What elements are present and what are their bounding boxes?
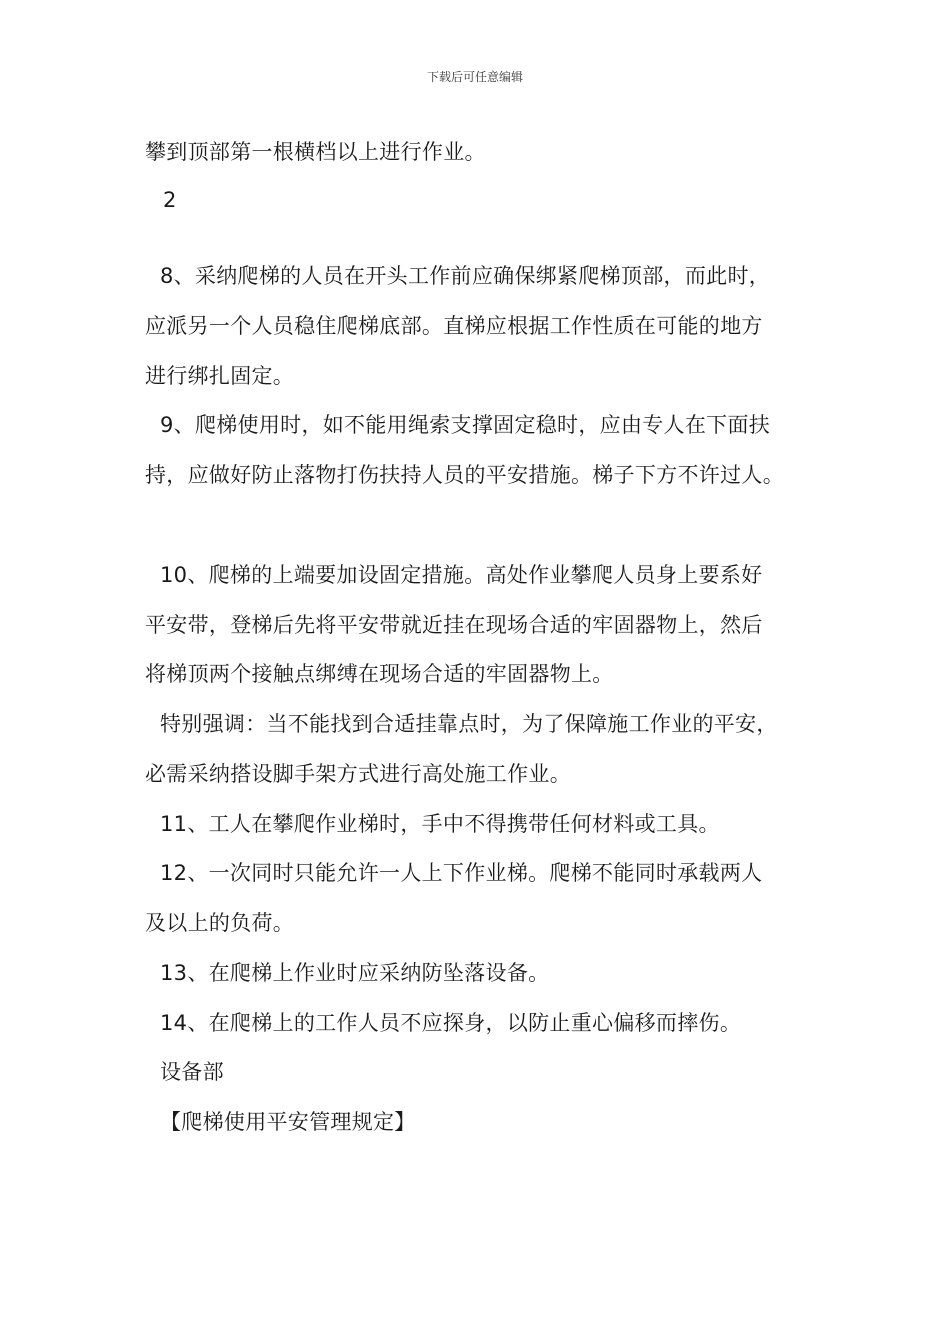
department-name: 设备部: [160, 1060, 224, 1084]
paragraph-line: 12、一次同时只能允许一人上下作业梯。爬梯不能同时承载两人: [160, 861, 763, 885]
paragraph-line: 11、工人在攀爬作业梯时，手中不得携带任何材料或工具。: [160, 812, 720, 836]
paragraph-line: 8、采纳爬梯的人员在开头工作前应确保绑紧爬梯顶部，而此时，: [160, 264, 771, 288]
paragraph-line: 应派另一个人员稳住爬梯底部。直梯应根据工作性质在可能的地方: [145, 314, 763, 338]
paragraph-line: 进行绑扎固定。: [145, 364, 295, 388]
paragraph-line: 9、爬梯使用时，如不能用绳索支撑固定稳时，应由专人在下面扶: [160, 413, 771, 437]
paragraph-line: 及以上的负荷。: [145, 911, 295, 935]
document-title: 【爬梯使用平安管理规定】: [160, 1110, 416, 1134]
paragraph-line: 必需采纳搭设脚手架方式进行高处施工作业。: [145, 762, 571, 786]
paragraph-line: 攀到顶部第一根横档以上进行作业。: [145, 140, 486, 164]
page-number: 2: [163, 188, 177, 212]
paragraph-line: 14、在爬梯上的工作人员不应探身，以防止重心偏移而摔伤。: [160, 1011, 742, 1035]
paragraph-line: 将梯顶两个接触点绑缚在现场合适的牢固器物上。: [145, 662, 614, 686]
paragraph-line: 13、在爬梯上作业时应采纳防坠落设备。: [160, 961, 550, 985]
paragraph-line: 10、爬梯的上端要加设固定措施。高处作业攀爬人员身上要系好: [160, 563, 763, 587]
paragraph-line: 持，应做好防止落物打伤扶持人员的平安措施。梯子下方不许过人。: [145, 463, 784, 487]
page-header: 下载后可任意编辑: [426, 70, 523, 84]
paragraph-line: 特别强调：当不能找到合适挂靠点时，为了保障施工作业的平安，: [160, 712, 778, 736]
paragraph-line: 平安带，登梯后先将平安带就近挂在现场合适的牢固器物上，然后: [145, 613, 763, 637]
